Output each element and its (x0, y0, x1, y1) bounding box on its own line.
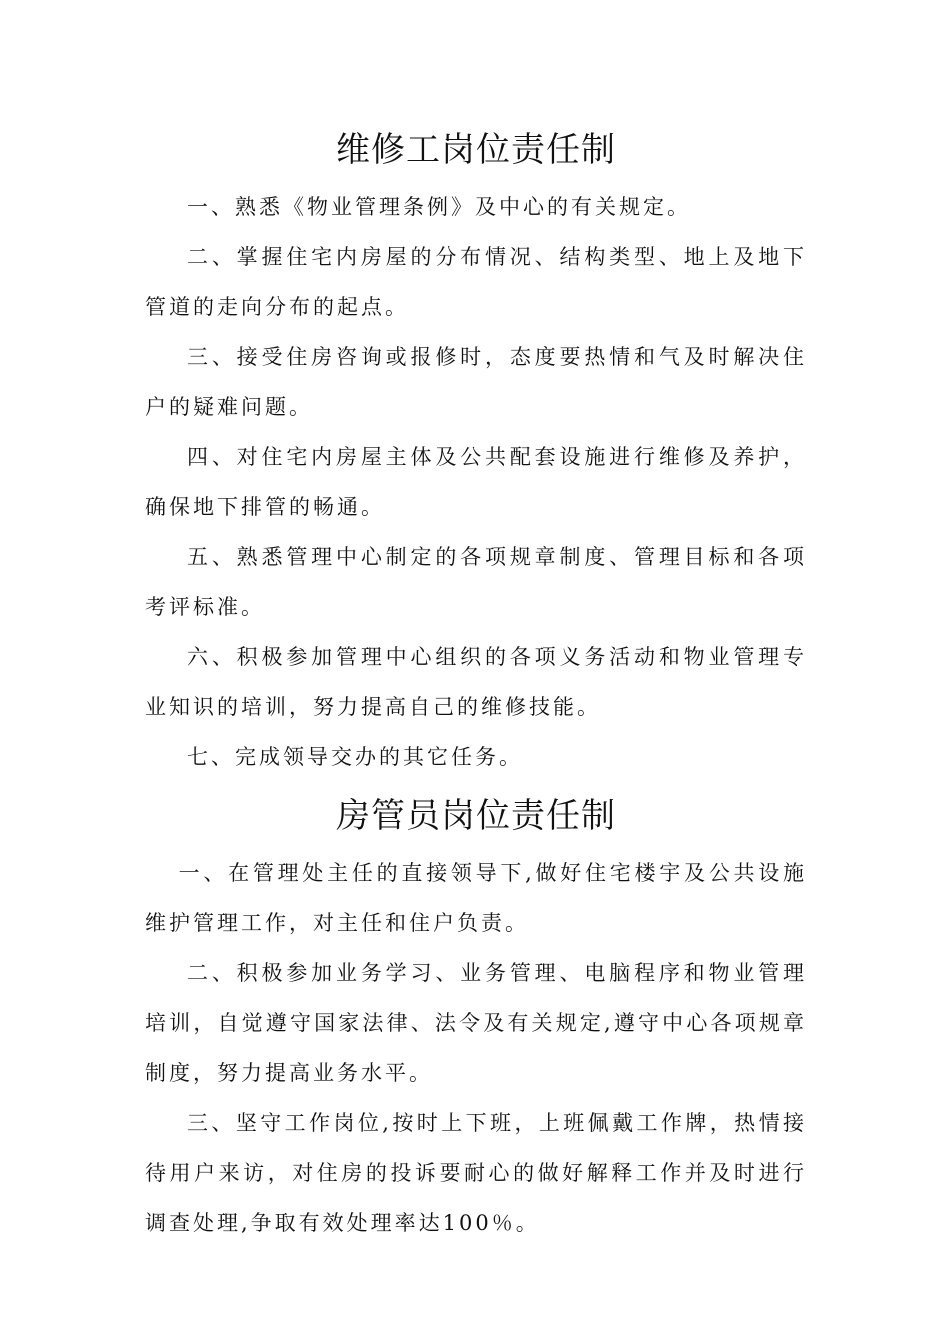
paragraph: 三、接受住房咨询或报修时，态度要热情和气及时解决住户的疑难问题。 (145, 345, 807, 419)
paragraph: 三、坚守工作岗位,按时上下班，上班佩戴工作牌，热情接待用户来访，对住房的投诉要耐心的做好解释工作并及时进行调查处理,争取有效处理率达100％。 (145, 1111, 807, 1235)
paragraph: 七、完成领导交办的其它任务。 (187, 745, 523, 769)
section-title-housing-manager: 房管员岗位责任制 (336, 796, 616, 836)
section-title-maintenance-worker: 维修工岗位责任制 (336, 130, 616, 170)
paragraph: 四、对住宅内房屋主体及公共配套设施进行维修及养护，确保地下排管的畅通。 (145, 445, 807, 519)
paragraph: 二、积极参加业务学习、业务管理、电脑程序和物业管理培训，自觉遵守国家法律、法令及有关规定,遵守中心各项规章制度，努力提高业务水平。 (145, 961, 807, 1085)
paragraph: 二、掌握住宅内房屋的分布情况、结构类型、地上及地下管道的走向分布的起点。 (145, 245, 807, 319)
document-body (145, 118, 807, 1248)
paragraph: 六、积极参加管理中心组织的各项义务活动和物业管理专业知识的培训，努力提高自己的维修技能。 (145, 645, 807, 719)
paragraph: 一、在管理处主任的直接领导下,做好住宅楼宇及公共设施维护管理工作，对主任和住户负责。 (145, 861, 807, 935)
paragraph: 五、熟悉管理中心制定的各项规章制度、管理目标和各项考评标准。 (145, 545, 807, 619)
paragraph: 一、熟悉《物业管理条例》及中心的有关规定。 (187, 195, 691, 219)
